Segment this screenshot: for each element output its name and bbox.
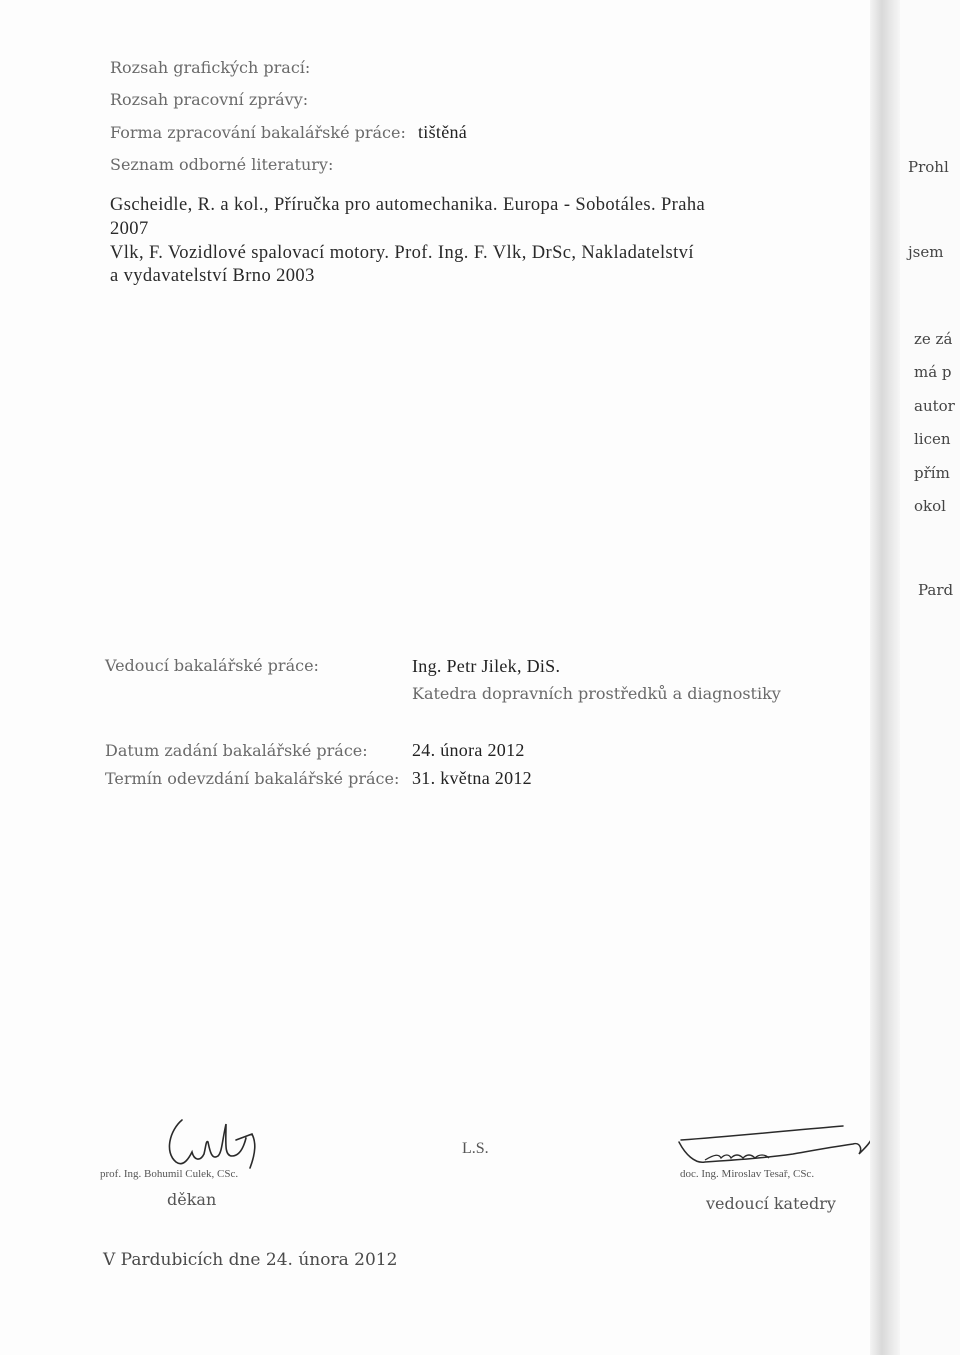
adjacent-fragment-5: autor xyxy=(914,397,955,415)
literature-item-2-line-1: Vlk, F. Vozidlové spalovací motory. Prof. Ing. F. Vlk, DrSc, Nakladatelství xyxy=(110,243,694,263)
adjacent-fragment-7: přím xyxy=(914,464,950,482)
literature-item-2-line-2: a vydavatelství Brno 2003 xyxy=(110,266,315,286)
form-label: Forma zpracování bakalářské práce: xyxy=(110,123,406,142)
assigned-date-label: Datum zadání bakalářské práce: xyxy=(105,741,368,760)
adjacent-fragment-4: má p xyxy=(914,363,952,381)
dean-role: děkan xyxy=(167,1190,217,1209)
head-role: vedoucí katedry xyxy=(706,1194,836,1213)
dean-signature xyxy=(160,1112,290,1172)
adjacent-fragment-1: Prohl xyxy=(908,158,949,176)
supervisor-label: Vedoucí bakalářské práce: xyxy=(105,656,319,675)
book-gutter xyxy=(870,0,900,1355)
adjacent-fragment-6: licen xyxy=(914,430,951,448)
literature-item-1-line-2: 2007 xyxy=(110,219,149,239)
supervisor-name: Ing. Petr Jilek, DiS. xyxy=(412,656,561,676)
due-date-value: 31. května 2012 xyxy=(412,768,532,788)
graphics-scope-label: Rozsah grafických prací: xyxy=(110,58,311,77)
supervisor-department: Katedra dopravních prostředků a diagnostiky xyxy=(412,684,781,703)
adjacent-page xyxy=(900,0,960,1355)
seal-mark: L.S. xyxy=(462,1140,489,1157)
assigned-date-value: 24. února 2012 xyxy=(412,740,525,760)
literature-item-1-line-1: Gscheidle, R. a kol., Příručka pro automechanika. Europa - Sobotáles. Praha xyxy=(110,195,706,215)
adjacent-fragment-9: Pard xyxy=(918,581,954,599)
adjacent-fragment-3: ze zá xyxy=(914,330,953,348)
form-value: tištěná xyxy=(418,122,468,142)
place-date: V Pardubicích dne 24. února 2012 xyxy=(103,1250,398,1270)
head-signature xyxy=(675,1118,875,1170)
literature-label: Seznam odborné literatury: xyxy=(110,155,334,174)
adjacent-fragment-8: okol xyxy=(914,497,946,515)
adjacent-fragment-2: jsem xyxy=(908,243,944,261)
head-name: doc. Ing. Miroslav Tesař, CSc. xyxy=(680,1168,815,1180)
dean-name: prof. Ing. Bohumil Culek, CSc. xyxy=(100,1168,239,1180)
report-scope-label: Rozsah pracovní zprávy: xyxy=(110,90,309,109)
due-date-label: Termín odevzdání bakalářské práce: xyxy=(105,769,400,788)
